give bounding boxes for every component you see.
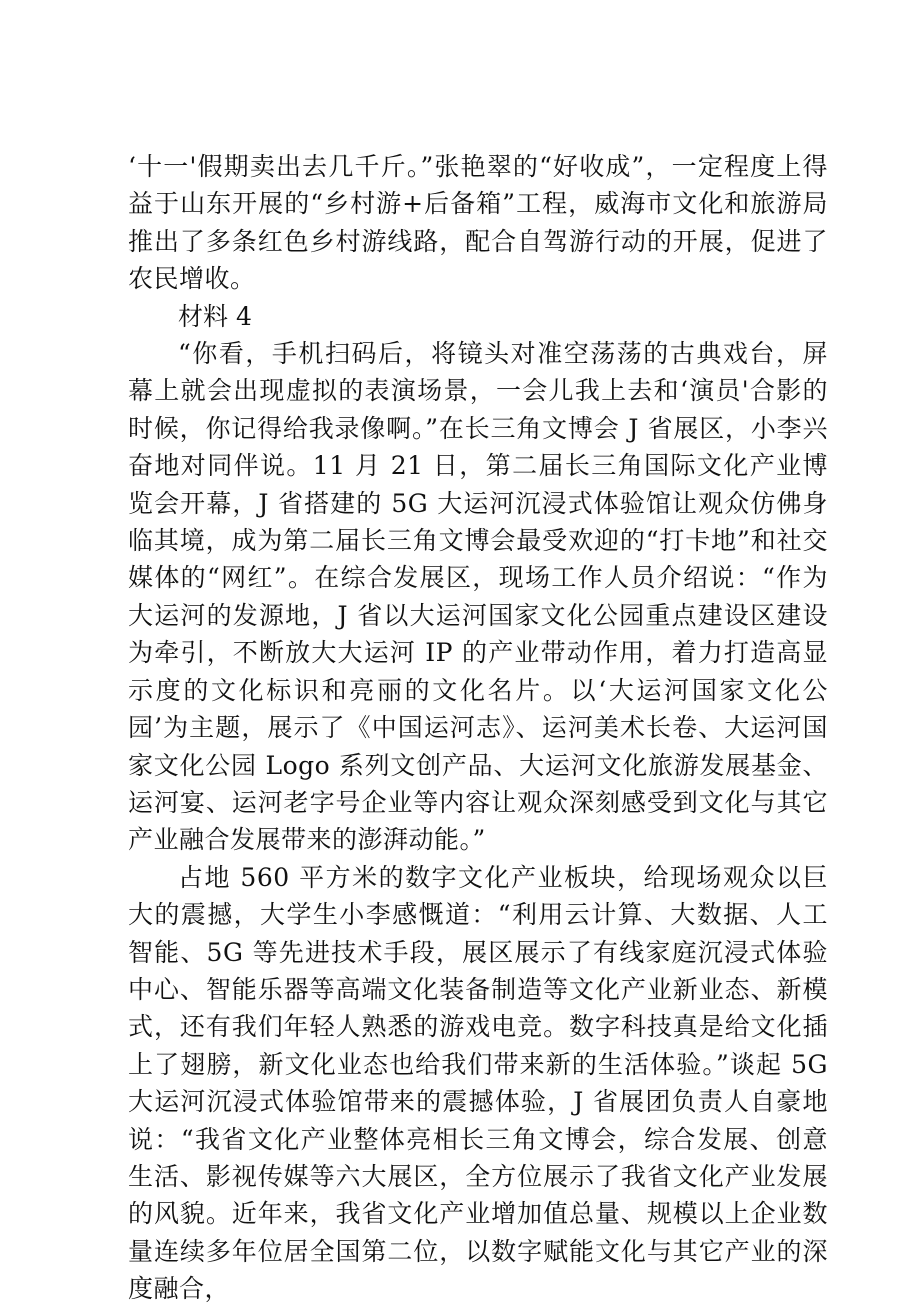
document-body bbox=[128, 148, 828, 1308]
paragraph-material-4-intro: “你看，手机扫码后，将镜头对准空荡荡的古典戏台，屏幕上就会出现虚拟的表演场景，一会儿我上去和‘演员'合影的时候，你记得给我录像啊。”在长三角文博会 J 省展区，小李兴奋地对同伴说。11 月 21 日，第二届长三角国际文化产业博览会开幕，J 省搭建的 5G 大运河沉浸式体验馆让观众仿佛身临其境，成为第二届长三角文博会最受欢迎的“打卡地”和社交媒体的“网红”。在综合发展区，现场工作人员介绍说：“作为大运河的发源地，J 省以大运河国家文化公园重点建设区建设为牵引，不断放大大运河 IP 的产业带动作用，着力打造高显示度的文化标识和亮丽的文化名片。以‘大运河国家文化公园’为主题，展示了《中国运河志》、运河美术长卷、大运河国家文化公园 Logo 系列文创产品、大运河文化旅游发展基金、运河宴、运河老字号企业等内容让观众深刻感受到文化与其它产业融合发展带来的澎湃动能。” bbox=[128, 339, 828, 855]
paragraph-digital-culture: 占地 560 平方米的数字文化产业板块，给现场观众以巨大的震撼，大学生小李感慨道：“利用云计算、大数据、人工智能、5G 等先进技术手段，展区展示了有线家庭沉浸式体验中心、智能乐器等高端文化装备制造等文化产业新业态、新模式，还有我们年轻人熟悉的游戏电竞。数字科技真是给文化插上了翅膀，新文化业态也给我们带来新的生活体验。”谈起 5G 大运河沉浸式体验馆带来的震撼体验，J 省展团负责人自豪地说：“我省文化产业整体亮相长三角文博会，综合发展、创意生活、影视传媒等六大展区，全方位展示了我省文化产业发展的风貌。近年来，我省文化产业增加值总量、规模以上企业数量连续多年位居全国第二位，以数字赋能文化与其它产业的深度融合， bbox=[128, 862, 828, 1304]
section-heading-material-4: 材料 4 bbox=[178, 301, 252, 331]
paragraph-continuation: ‘十一'假期卖出去几千斤。”张艳翠的“好收成”，一定程度上得益于山东开展的“乡村游+后备箱”工程，威海市文化和旅游局推出了多条红色乡村游线路，配合自驾游行动的开展，促进了农民增收。 bbox=[128, 152, 828, 294]
